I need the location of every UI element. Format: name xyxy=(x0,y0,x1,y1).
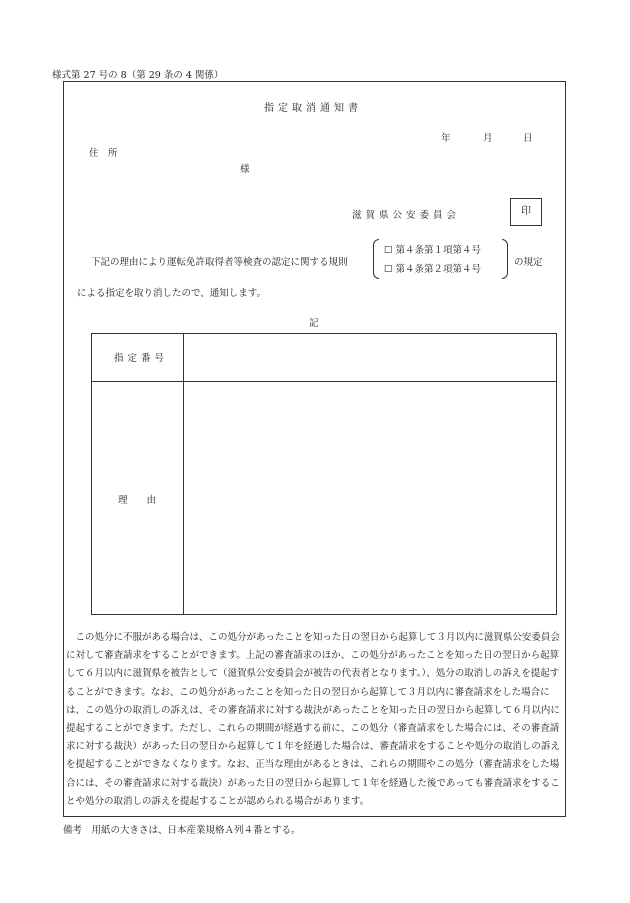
honorific: 様 xyxy=(240,164,250,175)
reason-label: 理 由 xyxy=(118,495,157,506)
seal-box: 印 xyxy=(510,198,542,226)
date-year-label: 年 xyxy=(441,133,451,144)
issuer-name: 滋賀県公安委員会 xyxy=(352,210,461,221)
row-divider xyxy=(92,381,556,382)
info-table xyxy=(91,333,557,615)
notice-text: この処分に不服がある場合は、この処分があったことを知った日の翌日から起算して３月以内に滋賀県公安委員会に対して審査請求をすることができます。上記の審査請求のほか、この処分があったことを知った日の翌日から起算して６月以内に滋賀県を被告として（滋賀県公安委員会が被告の代表者となります。）、処分の取消しの訴えを提起することができます。なお、この処分があったことを知った日の翌日から起算して３月以内に審査請求をした場合には、この処分の取消しの訴えは、その審査請求に対する裁決があったことを知った日の翌日から起算して６月以内に提起することができます。ただし、これらの期間が経過する前に、この処分（審査請求をした場合には、その審査請求に対する裁決）があった日の翌日から起算して１年を経過した場合は、審査請求をすることや処分の取消しの訴えを提起することができなくなります。なお、正当な理由があるときは、これらの期間やこの処分（審査請求をした場合には、その審査請求に対する裁決）があった日の翌日から起算して１年を経過した後であっても審査請求をすることや処分の取消しの訴えを提起することが認められる場合があります。 xyxy=(66,632,560,807)
option-article4-para2: ☐ 第４条第２項第４号 xyxy=(384,264,482,275)
ki-heading: 記 xyxy=(309,318,319,329)
designation-number-label: 指定番号 xyxy=(114,353,169,364)
intro-text: 下記の理由により運転免許取得者等検査の認定に関する規則 xyxy=(91,257,348,268)
document-title: 指定取消通知書 xyxy=(264,103,362,114)
date-month-label: 月 xyxy=(483,133,493,144)
form-number: 様式第 27 号の 8（第 29 条の 4 関係） xyxy=(52,70,224,81)
right-bracket xyxy=(502,239,508,279)
footer-note: 備考 用紙の大きさは、日本産業規格Ａ列４番とする。 xyxy=(63,825,301,836)
column-divider xyxy=(183,334,184,614)
date-day-label: 日 xyxy=(523,133,533,144)
option-article4-para1: ☐ 第４条第１項第４号 xyxy=(384,245,482,256)
regulation-suffix: の規定 xyxy=(514,257,543,268)
left-bracket xyxy=(373,239,379,279)
address-label: 住 所 xyxy=(89,148,118,159)
continuation-text: による指定を取り消したので、通知します。 xyxy=(77,288,267,299)
